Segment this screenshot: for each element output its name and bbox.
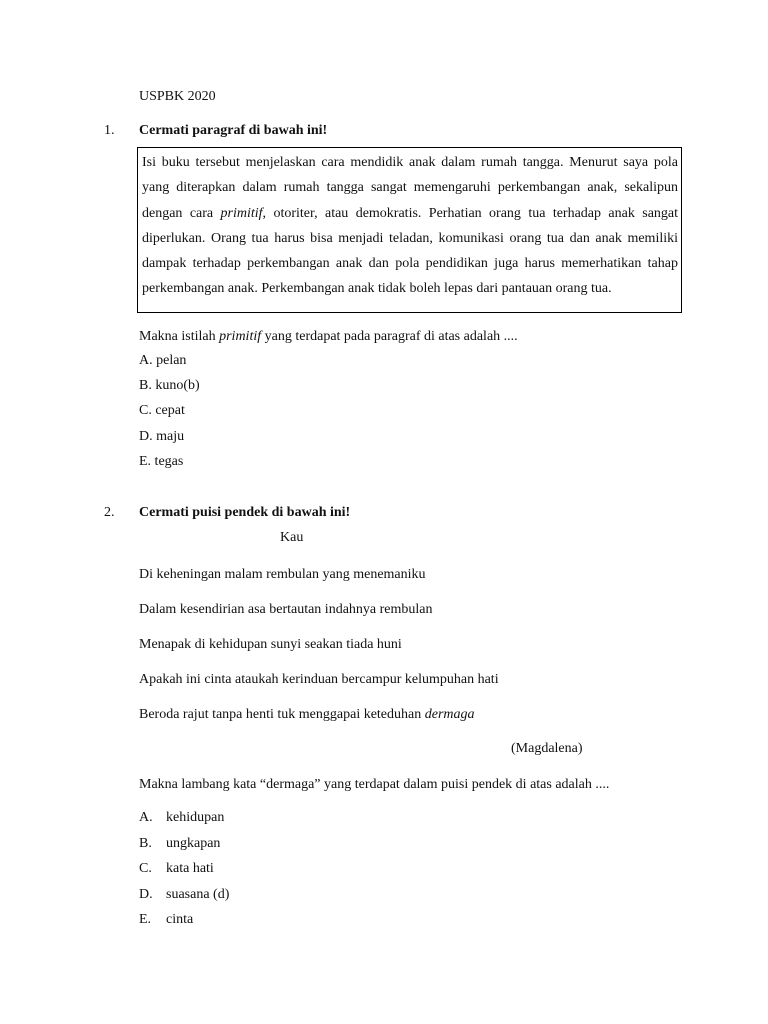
- question-1-prompt-after: yang terdapat pada paragraf di atas adalah ....: [261, 329, 518, 344]
- poem-author: (Magdalena): [511, 741, 583, 756]
- poem-title: Kau: [280, 530, 304, 545]
- question-1-number: 1.: [104, 123, 115, 138]
- poem-line-2: Dalam kesendirian asa bertautan indahnya rembulan: [139, 602, 433, 617]
- poem-line-4: Apakah ini cinta ataukah kerinduan bercampur kelumpuhan hati: [139, 672, 499, 687]
- question-2-option-a-text: kehidupan: [166, 810, 225, 825]
- question-2-option-a-letter: A.: [139, 810, 153, 825]
- poem-line-3: Menapak di kehidupan sunyi seakan tiada huni: [139, 637, 402, 652]
- question-2-option-e-text: cinta: [166, 912, 194, 927]
- question-1-prompt-before: Makna istilah: [139, 329, 220, 344]
- paragraph-text: [142, 148, 678, 302]
- paragraph-part-2: , otoriter, atau demokratis. Perhatian orang tua terhadap anak sangat diperlukan. Orang tua harus bisa menjadi teladan, komunikasi orang tua dan anak memiliki dampak terhadap perkembangan anak dan pola pendidikan juga harus memerhatikan tahap perkembangan anak. Perkembangan anak tidak boleh lepas dari pantauan orang tua.: [142, 205, 679, 297]
- question-1-prompt-italic: primitif: [219, 329, 262, 344]
- question-1-instruction: Cermati paragraf di bawah ini!: [139, 123, 328, 138]
- poem-line-5: [139, 706, 475, 724]
- question-1-option-b: B. kuno(b): [139, 378, 200, 393]
- question-1-prompt: [139, 328, 518, 346]
- question-2-number: 2.: [104, 505, 115, 520]
- question-1-option-c: C. cepat: [139, 403, 185, 418]
- question-2-prompt: Makna lambang kata “dermaga” yang terdapat dalam puisi pendek di atas adalah ....: [139, 777, 610, 792]
- question-1-option-d: D. maju: [139, 429, 185, 444]
- question-2-option-d-text: suasana (d): [166, 887, 230, 902]
- paragraph-box: [137, 147, 682, 313]
- question-2-option-d-letter: D.: [139, 887, 153, 902]
- question-1-option-a: A. pelan: [139, 353, 187, 368]
- question-2-option-c-letter: C.: [139, 861, 152, 876]
- question-2-option-b-text: ungkapan: [166, 836, 221, 851]
- poem-line-5-text: Beroda rajut tanpa henti tuk menggapai keteduhan: [139, 707, 425, 722]
- poem-line-5-italic: dermaga: [424, 707, 475, 722]
- poem-line-1: Di keheningan malam rembulan yang menemaniku: [139, 567, 426, 582]
- paragraph-italic-word: primitif: [220, 205, 263, 221]
- question-2-option-c-text: kata hati: [166, 861, 214, 876]
- question-2-instruction: Cermati puisi pendek di bawah ini!: [139, 505, 351, 520]
- question-2-option-e-letter: E.: [139, 912, 152, 927]
- question-1-option-e: E. tegas: [139, 454, 184, 469]
- document-title: USPBK 2020: [139, 89, 216, 104]
- question-2-option-b-letter: B.: [139, 836, 152, 851]
- paragraph-part-1: Isi buku tersebut menjelaskan cara mendidik anak dalam rumah tangga. Menurut saya pola yang diterapkan dalam rumah tangga sangat memengaruhi perkembangan anak, sekalipun dengan cara: [142, 155, 678, 221]
